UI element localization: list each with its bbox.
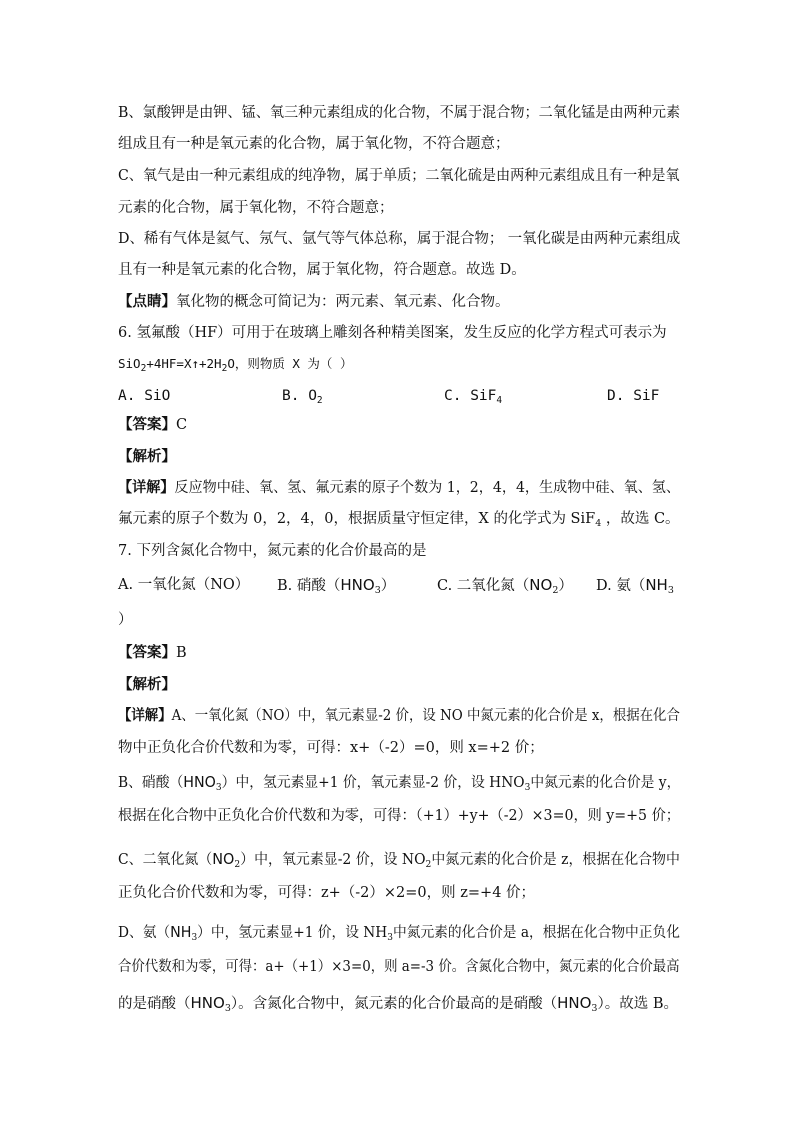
q7-detail-a-line1: 【详解】A、一氧化氮（NO）中，氧元素显-2 价，设 NO 中氮元素的化合价是 x，根据在化合	[118, 707, 680, 724]
q7-detail-b-line2: 根据在化合物中正负化合价代数和为零，可得：（+1）+y+（-2）×3=0，则 y=+5 价；	[118, 808, 680, 824]
q7-option-d-wrap: ）	[118, 612, 133, 628]
option-c-explanation-line1: C、氧气是由一种元素组成的纯净物，属于单质；二氧化硫是由两种元素组成且有一种是氧	[118, 168, 680, 184]
q7-analysis-label: 【解析】	[118, 676, 176, 693]
q7-detail-d-line3: 的是硝酸$(HNO_3)$。含氮化合物中，氮元素的化合价最高的是硝酸$(HNO_3)$。故选 B。	[118, 994, 678, 1014]
dianjing-text: 氧化物的概念可简记为：两元素、氧元素、化合物。	[176, 294, 510, 310]
q7-answer-label: 【答案】	[118, 644, 176, 661]
q7-stem: 7. 下列含氮化合物中，氮元素的化合价最高的是	[118, 543, 427, 559]
q6-stem-line1: 6. 氢氟酸（HF）可用于在玻璃上雕刻各种精美图案，发生反应的化学方程式可表示为	[118, 325, 667, 341]
dianjing-line	[118, 292, 510, 312]
q6-option-d: D. SiF	[607, 388, 660, 404]
q7-detail-label: 【详解】	[118, 707, 172, 724]
q7-detail-c-line2: 正负化合价代数和为零，可得：z+（-2）×2=0，则 z=+4 价；	[118, 885, 536, 901]
q7-detail-b-line1: B、硝酸$(HNO_3)$中，氢元素显+1 价，氧元素显-2 价，设 $HNO_3$中氮元素的化合价是 y，	[118, 773, 681, 793]
q7-detail-c-line1: C、二氧化氮$(NO_2)$中，氧元素显-2 价，设 $NO_2$中氮元素的化合价是 z，根据在化合物中	[118, 850, 680, 870]
q6-option-c: C. SiF$_4$	[444, 388, 503, 406]
q6-stem-line2: $SiO_2+4HF=X↑+2H_2O$，则物质 X 为（ ）	[118, 356, 353, 374]
option-d-explanation-line1: D、稀有气体是氦气、氖气、氩气等气体总称，属于混合物； 一氧化碳是由两种元素组成	[118, 231, 681, 247]
q6-option-b: B. $O_2$	[282, 388, 323, 406]
q7-detail-a-line2: 物中正负化合价代数和为零，可得：x+（-2）=0，则 x=+2 价；	[118, 740, 544, 756]
option-b-explanation-line2: 组成且有一种是氧元素的化合物，属于氧化物，不符合题意；	[118, 136, 510, 152]
q6-answer-label: 【答案】	[118, 416, 176, 433]
q6-option-a: A. SiO	[118, 388, 171, 404]
q7-option-d: D. 氨（$NH_3$	[596, 576, 674, 596]
q7-detail-d-line1: D、氨$(NH_3)$中，氢元素显+1 价，设 $NH_3$中氮元素的化合价是 a，根据在化合物中正负化	[118, 923, 680, 943]
q6-detail-label: 【详解】	[118, 479, 175, 496]
q6-detail-line2: 氟元素的原子个数为 0，2，4，0，根据质量守恒定律，X 的化学式为 SiF$_4$ ，故选 C。	[118, 511, 680, 529]
q6-analysis-label: 【解析】	[118, 448, 176, 465]
option-b-explanation-line1: B、氯酸钾是由钾、锰、氧三种元素组成的化合物，不属于混合物；二氧化锰是由两种元素	[118, 105, 681, 121]
q7-option-c: C. 二氧化氮$(NO_2)$	[437, 576, 573, 596]
q6-detail-line1: 【详解】反应物中硅、氧、氢、氟元素的原子个数为 1，2，4，4，生成物中硅、氧、氢、	[118, 479, 681, 496]
dianjing-label: 【点睛】	[118, 293, 176, 310]
q7-answer-line	[118, 643, 187, 663]
option-c-explanation-line2: 元素的化合物，属于氧化物，不符合题意；	[118, 200, 394, 216]
option-d-explanation-line2: 且有一种是氧元素的化合物，属于氧化物，符合题意。故选 D。	[118, 262, 526, 278]
q7-answer-value: B	[176, 645, 187, 661]
q6-answer-value: C	[176, 417, 188, 433]
q7-option-b: B. 硝酸$(HNO_3)$	[277, 576, 396, 596]
q7-option-a: A. 一氧化氮（NO）	[118, 577, 250, 593]
q7-detail-d-line2: 合价代数和为零，可得：a+（+1）×3=0，则 a=-3 价。含氮化合物中，氮元素的化合价最高	[118, 959, 680, 975]
q6-answer-line	[118, 415, 187, 435]
